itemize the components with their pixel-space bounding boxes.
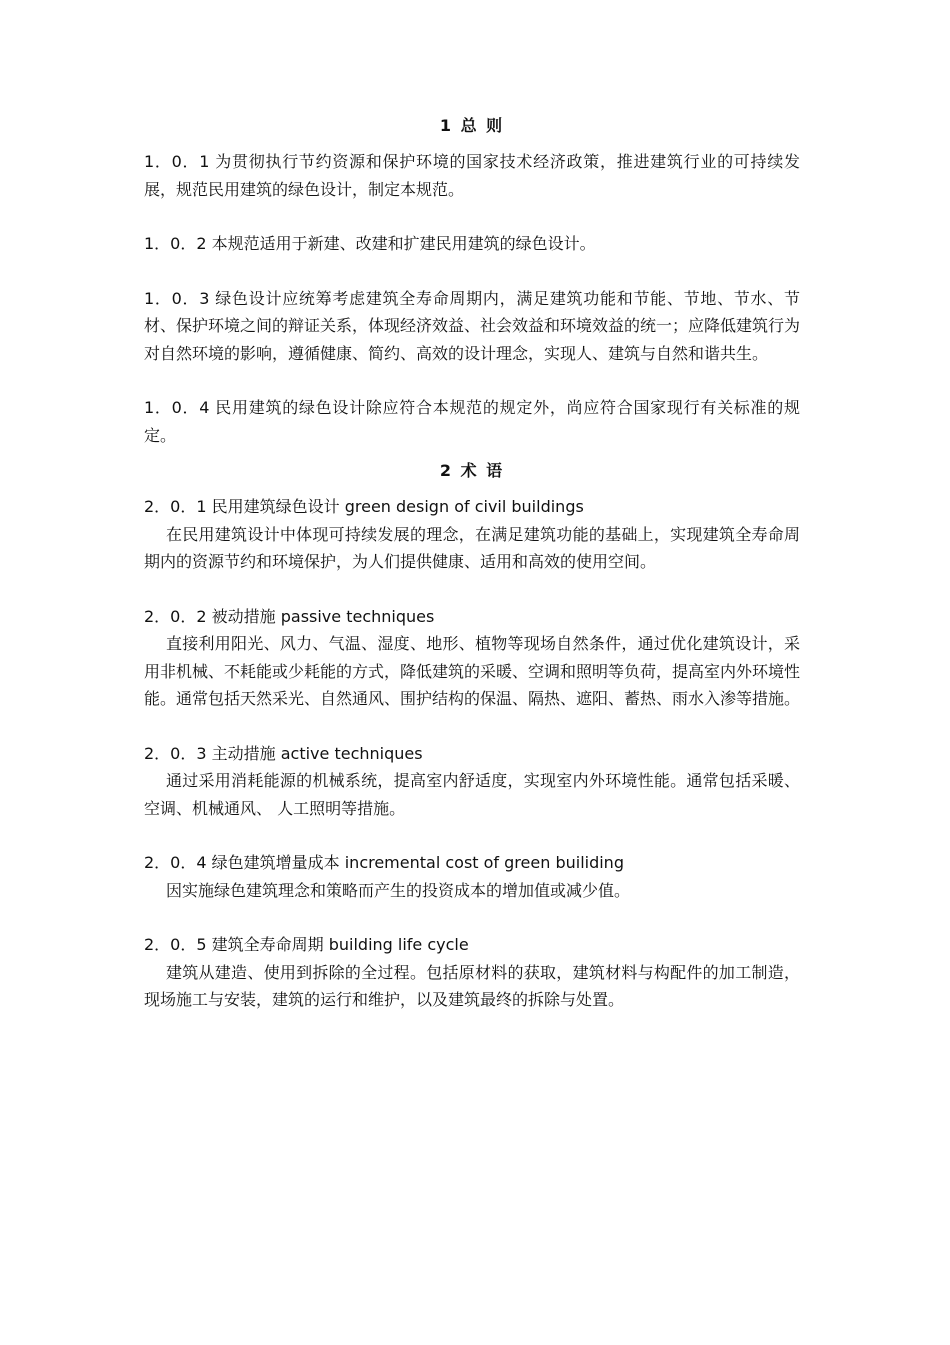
- chapter-title: 1 总 则: [439, 116, 505, 135]
- term-number: 2．0．1: [144, 497, 207, 516]
- clause-text: 绿色设计应统筹考虑建筑全寿命周期内，满足建筑功能和节能、节地、节水、节材、保护环境之间的辩证关系，体现经济效益、社会效益和环境效益的统一；应降低建筑行为对自然环境的影响，遵循健康、简约、高效的设计理念，实现人、建筑与自然和谐共生。: [144, 288, 801, 363]
- clause: [144, 285, 800, 368]
- term-entry: [144, 603, 800, 713]
- term-name: 民用建筑绿色设计 green design of civil buildings: [211, 497, 584, 516]
- chapter-title: 2 术 语: [439, 461, 505, 480]
- chapter-terms: [144, 457, 800, 1014]
- term-entry: [144, 493, 800, 576]
- term-heading: [144, 740, 800, 768]
- clause-number: 1．0．4: [144, 398, 210, 417]
- clause-number: 1．0．2: [144, 234, 207, 253]
- term-definition: 建筑从建造、使用到拆除的全过程。包括原材料的获取，建筑材料与构配件的加工制造，现场施工与安装，建筑的运行和维护，以及建筑最终的拆除与处置。: [144, 962, 800, 1009]
- term-entry: [144, 931, 800, 1014]
- term-definition: 通过采用消耗能源的机械系统，提高室内舒适度，实现室内外环境性能。通常包括采暖、空调、机械通风、 人工照明等措施。: [144, 771, 800, 818]
- clause-text: 为贯彻执行节约资源和保护环境的国家技术经济政策，推进建筑行业的可持续发展，规范民用建筑的绿色设计，制定本规范。: [144, 152, 800, 199]
- clause: [144, 394, 800, 449]
- term-definition: 因实施绿色建筑理念和策略而产生的投资成本的增加值或减少值。: [166, 880, 631, 900]
- term-name: 主动措施 active techniques: [211, 743, 423, 763]
- term-definition: 在民用建筑设计中体现可持续发展的理念，在满足建筑功能的基础上，实现建筑全寿命周期内的资源节约和环境保护，为人们提供健康、适用和高效的使用空间。: [144, 524, 800, 571]
- term-entry: [144, 740, 800, 823]
- term-name: 绿色建筑增量成本 incremental cost of green builiding: [211, 853, 624, 872]
- term-heading: [144, 931, 800, 959]
- clause: [144, 230, 800, 258]
- clause-number: 1．0．1: [144, 152, 210, 171]
- term-definition: 直接利用阳光、风力、气温、湿度、地形、植物等现场自然条件，通过优化建筑设计，采用非机械、不耗能或少耗能的方式，降低建筑的采暖、空调和照明等负荷，提高室内外环境性能。通常包括天然采光、自然通风、围护结构的保温、隔热、遮阳、蓄热、雨水入渗等措施。: [144, 634, 801, 708]
- clause-text: 本规范适用于新建、改建和扩建民用建筑的绿色设计。: [211, 234, 596, 253]
- term-name: 被动措施 passive techniques: [211, 606, 435, 626]
- term-name: 建筑全寿命周期 building life cycle: [211, 935, 469, 954]
- term-heading: [144, 493, 800, 521]
- term-number: 2．0．5: [144, 935, 207, 954]
- clause-text: 民用建筑的绿色设计除应符合本规范的规定外，尚应符合国家现行有关标准的规定。: [144, 398, 800, 445]
- term-entry: [144, 849, 800, 904]
- clause-number: 1．0．3: [144, 288, 210, 308]
- term-number: 2．0．3: [144, 743, 207, 763]
- document-content: [144, 112, 800, 1041]
- chapter-general: [144, 112, 800, 449]
- clause: [144, 148, 800, 203]
- term-heading: [144, 603, 800, 631]
- term-number: 2．0．2: [144, 606, 207, 626]
- term-number: 2．0．4: [144, 853, 207, 872]
- term-heading: [144, 849, 800, 877]
